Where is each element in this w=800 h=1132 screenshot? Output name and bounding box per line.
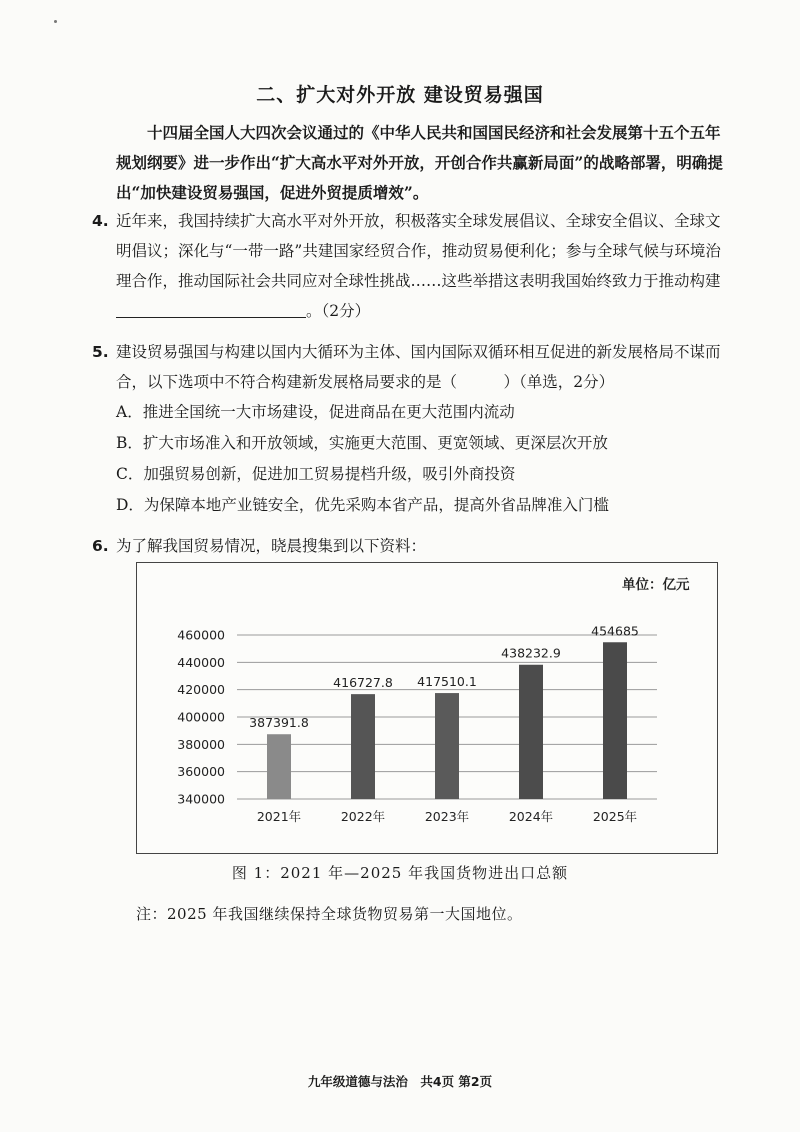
- question-score: 。（2分）: [306, 302, 371, 320]
- question-4: [92, 206, 732, 326]
- trade-chart: [136, 562, 718, 854]
- question-number: 5.: [92, 343, 109, 361]
- bar: [435, 693, 459, 799]
- x-tick-label: 2022年: [340, 809, 386, 824]
- option-a[interactable]: A．推进全国统一大市场建设，促进商品在更大范围内流动: [116, 403, 515, 421]
- y-tick-label: 460000: [177, 627, 225, 643]
- bar: [519, 665, 543, 799]
- question-6: [92, 531, 732, 561]
- data-label: 416727.8: [333, 675, 393, 691]
- x-tick-label: 2025年: [592, 809, 638, 824]
- question-text: 为了解我国贸易情况，晓晨搜集到以下资料：: [116, 537, 427, 555]
- bar-chart-svg: [137, 563, 717, 853]
- scan-speck: [54, 20, 57, 23]
- bar: [351, 694, 375, 799]
- option-b[interactable]: B．扩大市场准入和开放领域，实施更大范围、更宽领域、更深层次开放: [116, 434, 608, 452]
- data-label: 454685: [591, 623, 639, 639]
- data-label: 417510.1: [417, 674, 477, 690]
- x-tick-label: 2024年: [508, 809, 554, 824]
- question-number: 6.: [92, 537, 109, 555]
- bar: [603, 642, 627, 799]
- question-body: [116, 206, 732, 326]
- data-label: 387391.8: [249, 715, 309, 731]
- answer-blank[interactable]: [116, 299, 306, 318]
- intro-paragraph: 十四届全国人大四次会议通过的《中华人民共和国国民经济和社会发展第十五个五年规划纲要》进一步作出“扩大高水平对外开放，开创合作共赢新局面”的战略部署，明确提出“加快建设贸易强国，促进外贸提质增效”。: [116, 123, 723, 202]
- data-label: 438232.9: [501, 645, 561, 661]
- y-tick-label: 420000: [177, 682, 225, 698]
- option-c[interactable]: C．加强贸易创新，促进加工贸易提档升级，吸引外商投资: [116, 465, 516, 483]
- y-tick-label: 360000: [177, 764, 225, 780]
- question-number: 4.: [92, 212, 109, 230]
- option-d[interactable]: D．为保障本地产业链安全，优先采购本省产品，提高外省品牌准入门槛: [116, 496, 609, 514]
- x-tick-label: 2021年: [256, 809, 302, 824]
- x-tick-label: 2023年: [424, 809, 470, 824]
- figure-note: 注：2025 年我国继续保持全球货物贸易第一大国地位。: [136, 905, 523, 923]
- question-text: 近年来，我国持续扩大高水平对外开放，积极落实全球发展倡议、全球安全倡议、全球文明倡议；深化与“一带一路”共建国家经贸合作，推动贸易便利化；参与全球气候与环境治理合作，推动国际社会共同应对全球性挑战……这些举措这表明我国始终致力于推动构建: [116, 212, 721, 290]
- y-tick-label: 440000: [177, 654, 225, 670]
- unit-label: 单位：亿元: [622, 577, 690, 593]
- bar: [267, 734, 291, 799]
- question-5: [92, 337, 732, 521]
- figure-caption: 图 1：2021 年—2025 年我国货物进出口总额: [231, 864, 569, 882]
- page-footer: 九年级道德与法治 共4页 第2页: [307, 1074, 493, 1089]
- question-text: 建设贸易强国与构建以国内大循环为主体、国内国际双循环相互促进的新发展格局不谋而合，以下选项中不符合构建新发展格局要求的是（ ）（单选，2分）: [116, 343, 721, 391]
- y-tick-label: 340000: [177, 791, 225, 807]
- section-title: 二、扩大对外开放 建设贸易强国: [256, 84, 544, 106]
- y-tick-label: 380000: [177, 736, 225, 752]
- y-tick-label: 400000: [177, 709, 225, 725]
